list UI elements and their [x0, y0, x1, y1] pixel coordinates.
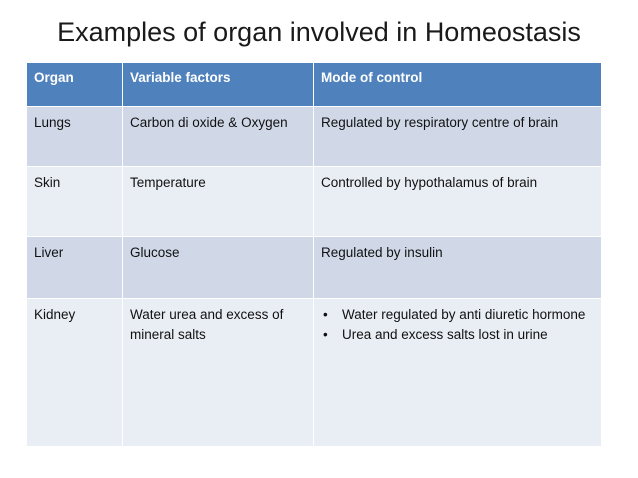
- header-variable-factors: Variable factors: [123, 63, 314, 107]
- bullet-item: • Urea and excess salts lost in urine: [321, 325, 595, 345]
- header-organ: Organ: [27, 63, 123, 107]
- slide-title: Examples of organ involved in Homeostasis: [57, 17, 581, 47]
- table-row: [27, 237, 602, 299]
- cell-variable-factors: Temperature: [123, 167, 314, 237]
- table-row: [27, 299, 602, 447]
- cell-organ: Liver: [27, 237, 123, 299]
- cell-variable-factors: Water urea and excess of mineral salts: [123, 299, 314, 447]
- table-row: [27, 107, 602, 167]
- cell-mode-of-control: Controlled by hypothalamus of brain: [314, 167, 602, 237]
- cell-organ: Kidney: [27, 299, 123, 447]
- cell-organ: Skin: [27, 167, 123, 237]
- control-bullet-list: [321, 305, 595, 345]
- homeostasis-table: [26, 62, 602, 447]
- cell-mode-of-control: Regulated by respiratory centre of brain: [314, 107, 602, 167]
- table-row: [27, 167, 602, 237]
- bullet-item: • Water regulated by anti diuretic hormone: [321, 305, 595, 325]
- cell-mode-of-control: Regulated by insulin: [314, 237, 602, 299]
- cell-variable-factors: Carbon di oxide & Oxygen: [123, 107, 314, 167]
- cell-organ: Lungs: [27, 107, 123, 167]
- cell-mode-of-control: [314, 299, 602, 447]
- cell-variable-factors: Glucose: [123, 237, 314, 299]
- table-header-row: [27, 63, 602, 107]
- header-mode-of-control: Mode of control: [314, 63, 602, 107]
